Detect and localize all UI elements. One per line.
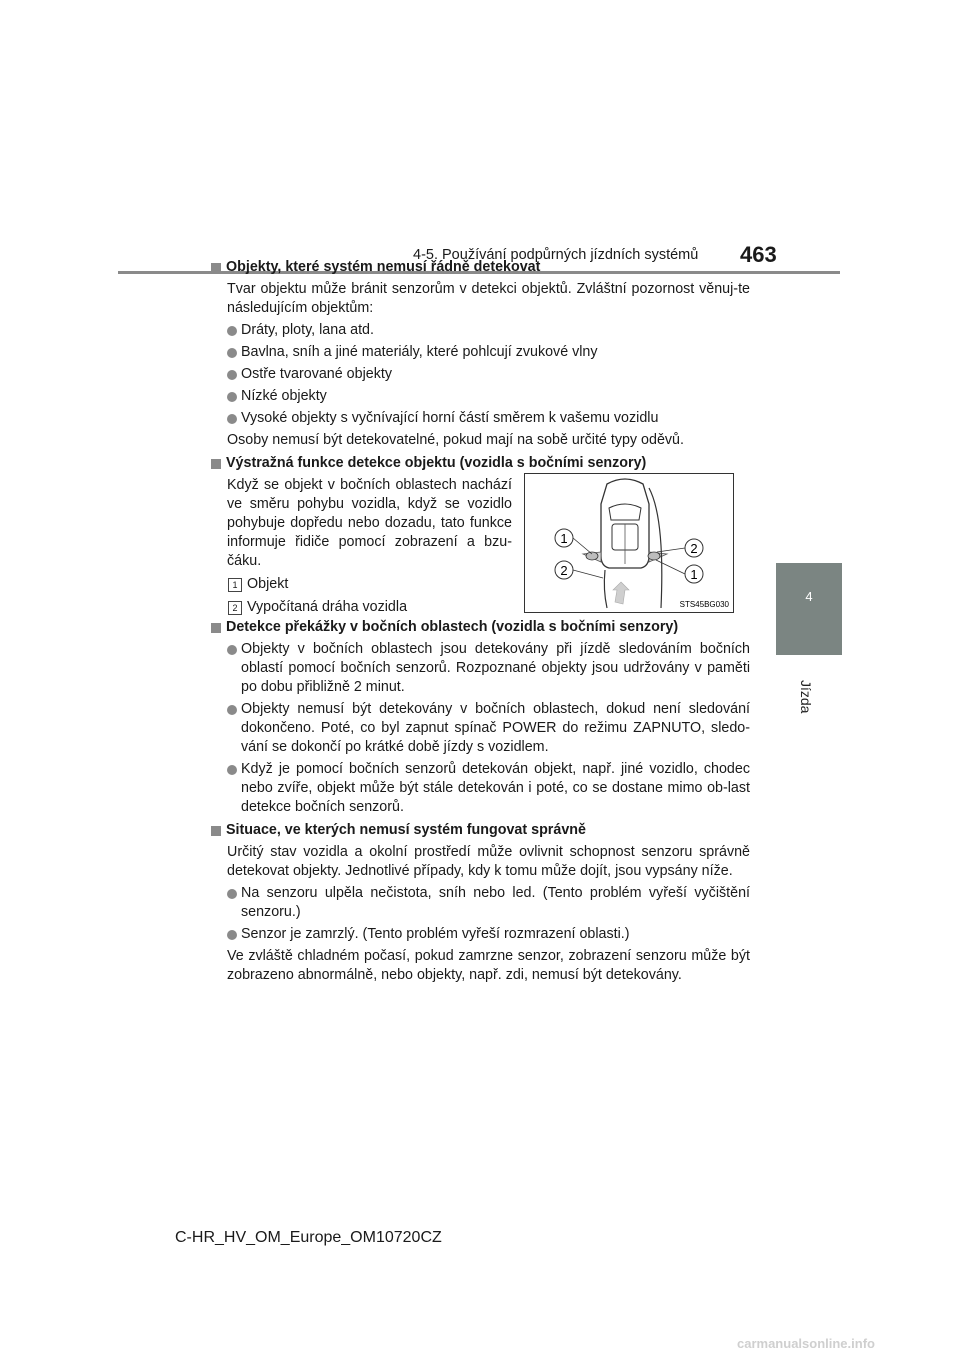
list-item [210,409,750,428]
list-item [210,700,750,757]
heading-text: Situace, ve kterých nemusí systém fungovat správně [226,822,586,838]
list-item [210,760,750,817]
callout-line [656,560,685,574]
round-bullet-icon [227,414,237,424]
figure-code: STS45BG030 [679,600,729,609]
heading-text: Detekce překážky v bočních oblastech (vozidla s bočními senzory) [226,619,679,635]
paragraph: Osoby nemusí být detekovatelné, pokud mají na sobě určité typy oděvů. [227,432,684,448]
round-bullet-icon [227,930,237,940]
legend-label: Objekt [247,576,289,592]
section-heading [210,618,750,637]
round-bullet-icon [227,392,237,402]
watermark: carmanualsonline.info [737,1336,875,1351]
callout-line [573,570,603,578]
list-item [210,925,750,944]
round-bullet-icon [227,765,237,775]
list-item-text: Objekty nemusí být detekovány v bočních oblastech, dokud není sledování dokončeno. Poté, co byl zapnut spínač POWER do režimu ZAPNUTO, sledo-vání se dokončí po krátké době jízdy s vozidlem. [241,701,750,755]
list-item-text: Když je pomocí bočních senzorů detekován objekt, např. jiné vozidlo, chodec nebo zvíře, objekt může být stále detekován i poté, co se dostane mimo ob-last detekce bočních senzorů. [241,761,750,815]
list-item [210,884,750,922]
list-item-text: Vysoké objekty s vyčnívající horní částí směrem k vašemu vozidlu [241,410,659,426]
side-sensor-figure [524,473,734,613]
object-left [586,552,598,560]
callout-number: 2 [690,541,698,556]
page-content [210,254,750,988]
section-heading [210,821,750,840]
section-heading [210,454,750,473]
legend-number-box: 2 [228,601,242,615]
round-bullet-icon [227,326,237,336]
square-bullet-icon [211,623,221,633]
legend-label: Vypočítaná dráha vozidla [247,599,408,615]
chapter-number: 4 [805,589,813,604]
callout-number: 2 [560,563,568,578]
text-column [227,476,512,617]
legend-item [227,575,512,594]
heading-text: Výstražná funkce detekce objektu (vozidla s bočními senzory) [226,455,647,471]
list-item-text: Nízké objekty [241,388,327,404]
round-bullet-icon [227,705,237,715]
list-item-text: Dráty, ploty, lana atd. [241,322,374,338]
list-item [210,321,750,340]
round-bullet-icon [227,348,237,358]
list-item [210,640,750,697]
square-bullet-icon [211,263,221,273]
section-heading [210,258,750,277]
paragraph: Tvar objektu může bránit senzorům v detekci objektů. Zvláštní pozornost věnuj-te následujícím objektům: [227,281,750,316]
heading-text: Objekty, které systém nemusí řádně detekovat [226,259,541,275]
car-sensor-illustration [525,474,733,612]
header-section-title: 4-5. Používání podpůrných jízdních systémů [413,247,699,263]
square-bullet-icon [211,826,221,836]
callout-number: 1 [690,567,698,582]
predicted-path-right [649,488,662,608]
round-bullet-icon [227,645,237,655]
list-item-text: Ostře tvarované objekty [241,366,392,382]
list-item-text: Bavlna, sníh a jiné materiály, které pohlcují zvukové vlny [241,344,598,360]
round-bullet-icon [227,370,237,380]
paragraph: Když se objekt v bočních oblastech nachází ve směru pohybu vozidla, když se vozidlo pohybuje dopředu nebo dozadu, tato funkce informuje řidiče pomocí zobrazení a bzu-čáku. [227,477,512,569]
page-number: 463 [740,242,777,267]
list-item-text: Senzor je zamrzlý. (Tento problém vyřeší rozmrazení oblasti.) [241,926,630,942]
list-item-text: Na senzoru ulpěla nečistota, sníh nebo led. (Tento problém vyřeší vyčištění senzoru.) [241,885,750,920]
direction-arrow-icon [613,582,629,604]
square-bullet-icon [211,459,221,469]
paragraph: Ve zvláště chladném počasí, pokud zamrzne senzor, zobrazení senzoru může být zobrazeno abnormálně, nebo objekty, např. zdi, nemusí být detekovány. [227,948,750,983]
list-item [210,387,750,406]
list-item [210,365,750,384]
round-bullet-icon [227,889,237,899]
predicted-path-left [604,570,607,608]
callout-line [573,538,592,554]
chapter-side-tab [776,563,842,655]
callout-number: 1 [560,531,568,546]
object-right [648,552,660,560]
car-windshield-shape [609,504,641,520]
text-with-figure [210,476,750,615]
legend-number-box: 1 [228,578,242,592]
chapter-label: Jízda [798,680,814,714]
paragraph: Určitý stav vozidla a okolní prostředí může ovlivnit schopnost senzoru správně detekovat objekty. Jednotlivé případy, kdy k tomu může dojít, jsou vypsány níže. [227,844,750,879]
list-item-text: Objekty v bočních oblastech jsou detekovány při jízdě sledováním bočních oblastí pomocí bočních senzorů. Rozpoznané objekty jsou udržovány v paměti po dobu přibližně 2 minut. [241,641,750,695]
list-item [210,343,750,362]
legend-item [227,598,512,617]
footer-document-code: C-HR_HV_OM_Europe_OM10720CZ [175,1229,442,1246]
